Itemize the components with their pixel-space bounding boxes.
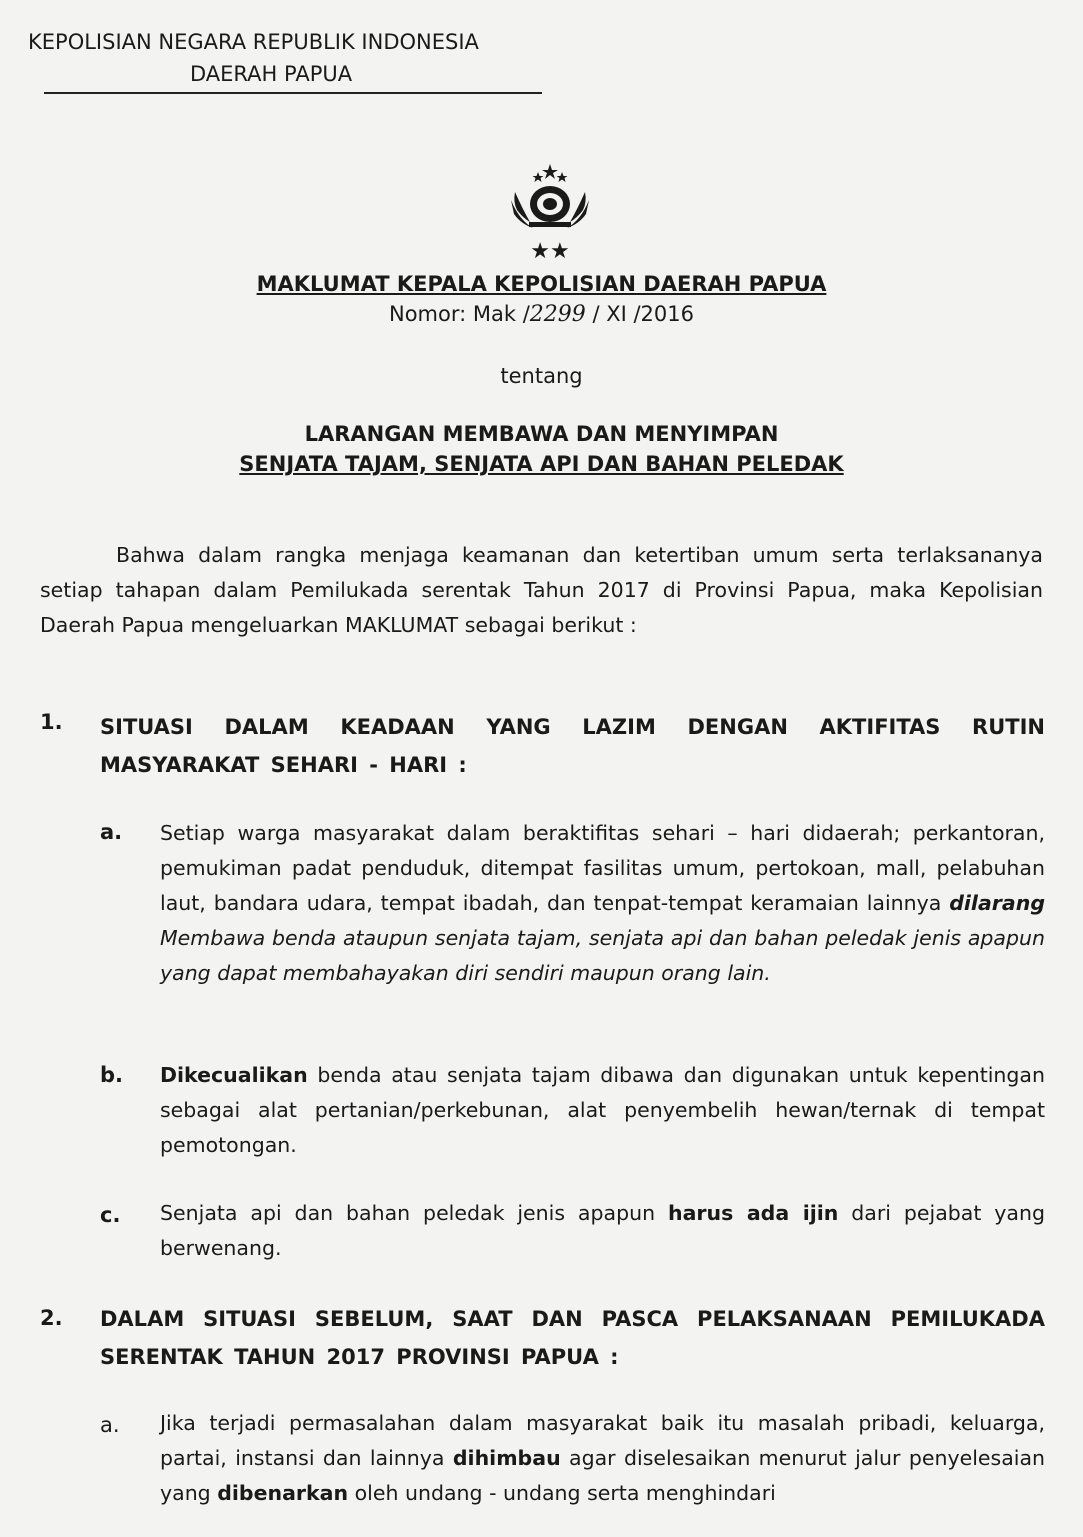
item-text-emphasis2: dibenarkan — [217, 1481, 349, 1505]
item-text-emphasis: dihimbau — [452, 1446, 561, 1470]
item-text — [160, 1058, 1045, 1163]
document-number — [0, 302, 1083, 327]
subject-line2: SENJATA TAJAM, SENJATA API DAN BAHAN PELEDAK — [239, 452, 844, 476]
item-text-emphasis: harus ada ijin — [667, 1201, 839, 1225]
item-letter: c. — [100, 1203, 121, 1227]
section-heading: DALAM SITUASI SEBELUM, SAAT DAN PASCA PELAKSANAAN PEMILUKADA SERENTAK TAHUN 2017 PROVINSI PAPUA : — [100, 1307, 1045, 1369]
item-letter: a. — [100, 1413, 120, 1437]
about-label: tentang — [500, 364, 583, 388]
section-number: 2. — [40, 1306, 63, 1330]
item-letter: a. — [100, 820, 123, 844]
police-emblem-icon — [505, 162, 595, 262]
section-number: 1. — [40, 710, 63, 734]
item-text-plain: Setiap warga masyarakat dalam beraktifitas sehari – hari didaerah; perkantoran, pemukiman padat penduduk, ditempat fasilitas umum, pertokoan, mall, pelabuhan laut, bandara udara, tempat ibadah, dan tenpat-tempat keramaian lainnya — [160, 821, 1045, 915]
item-text-plain2: dari pejabat yang berwenang. — [160, 1201, 1045, 1260]
item-letter: b. — [100, 1063, 124, 1087]
intro-paragraph: Bahwa dalam rangka menjaga keamanan dan ketertiban umum serta terlaksananya setiap tahapan dalam Pemilukada serentak Tahun 2017 di Provinsi Papua, maka Kepolisian Daerah Papua mengeluarkan MAKLUMAT sebagai berikut : — [40, 543, 1043, 637]
item-text-italic: Membawa benda ataupun senjata tajam, senjata api dan bahan peledak jenis apapun yang dapat membahayakan diri sendiri maupun orang lain. — [160, 926, 1045, 985]
number-prefix: Nomor: Mak / — [389, 302, 530, 326]
document-title: MAKLUMAT KEPALA KEPOLISIAN DAERAH PAPUA — [256, 272, 827, 296]
header-divider — [44, 92, 542, 94]
rank-stars: ★★ — [530, 239, 570, 262]
item-text-emphasis: dilarang — [949, 891, 1045, 915]
org-name-line2: DAERAH PAPUA — [190, 62, 353, 86]
subject-line1: LARANGAN MEMBAWA DAN MENYIMPAN — [304, 422, 779, 446]
number-suffix: / XI /2016 — [592, 302, 694, 326]
item-text-plain: Senjata api dan bahan peledak jenis apapun — [160, 1201, 668, 1225]
org-name-line1: KEPOLISIAN NEGARA REPUBLIK INDONESIA — [28, 30, 479, 54]
item-text-emphasis: Dikecualikan — [160, 1063, 308, 1087]
item-text-plain2: agar diselesaikan menurut jalur penyelesaian yang — [160, 1446, 1046, 1505]
item-text-plain: Jika terjadi permasalahan dalam masyarakat baik itu masalah pribadi, keluarga, partai, instansi dan lainnya — [160, 1411, 1045, 1470]
item-text — [160, 816, 1045, 991]
item-text — [160, 1196, 1045, 1266]
item-text — [160, 1406, 1045, 1511]
item-text-plain3: oleh undang - undang serta menghindari — [348, 1481, 776, 1505]
section-heading: SITUASI DALAM KEADAAN YANG LAZIM DENGAN AKTIFITAS RUTIN MASYARAKAT SEHARI - HARI : — [100, 715, 1045, 777]
item-text-plain: benda atau senjata tajam dibawa dan digunakan untuk kepentingan sebagai alat pertanian/perkebunan, alat penyembelih hewan/ternak di tempat pemotongan. — [160, 1063, 1045, 1157]
number-handwritten: 2299 — [529, 302, 586, 327]
